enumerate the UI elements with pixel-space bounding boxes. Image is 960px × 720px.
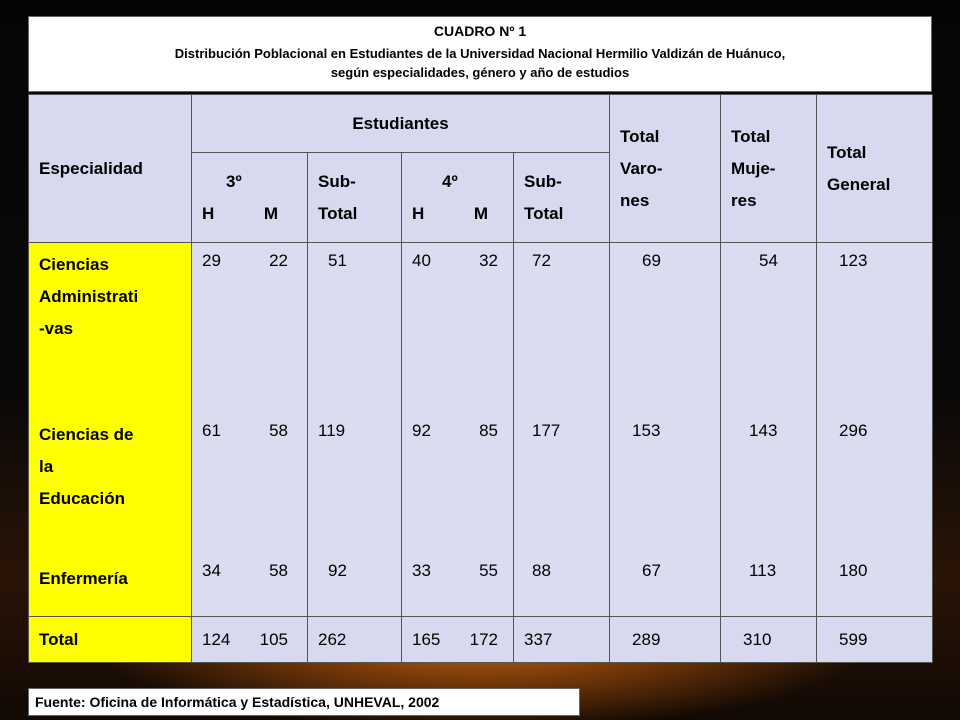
specialty-line: Ciencias de [39,425,134,444]
total-year4-hm [402,617,514,663]
title-box [28,16,932,92]
specialty-line: Administrati [39,287,139,306]
header-mujeres-line3: res [731,190,757,210]
value-m4: 32 [479,251,498,270]
value-h4: 40 [412,251,431,270]
total-m4: 172 [469,629,498,649]
header-especialidad: Especialidad [29,95,192,243]
year4-hm-values [402,243,514,617]
header-general-line1: Total [827,142,867,162]
header-total-general [817,95,933,243]
header-total-varones [610,95,721,243]
year3-label: 3º [226,171,242,191]
total-subtotal4: 337 [514,617,610,663]
h-label: H [202,203,215,223]
header-mujeres-line1: Total [731,126,771,146]
header-varones-line2: Varo- [620,158,663,178]
value-sub3: 119 [318,421,346,440]
value-h4: 33 [412,561,431,580]
value-general: 123 [839,251,868,270]
total-h4: 165 [412,629,441,649]
h-label: H [412,203,425,223]
table-row [412,555,498,587]
table-row [202,245,288,415]
year3-hm [202,198,278,230]
value-varones: 67 [642,561,661,580]
subtotal3-values [308,243,402,617]
m-label: M [473,203,488,223]
total-general-values [817,243,933,617]
total-h3: 124 [202,629,231,649]
table-number: CUADRO Nº 1 [433,23,527,39]
value-h3: 61 [202,421,221,440]
value-general: 180 [839,561,868,580]
total-m3: 105 [259,629,288,649]
header-varones-line3: nes [620,190,650,210]
year4-hm [412,198,488,230]
subtotal4-line2: Total [524,203,564,223]
value-sub4: 88 [532,561,551,580]
value-general: 296 [839,421,868,440]
value-sub4: 177 [532,421,561,440]
header-year3 [192,153,308,243]
header-estudiantes: Estudiantes [192,95,610,153]
header-total-mujeres [721,95,817,243]
caption-line-1: Distribución Poblacional en Estudiantes de la Universidad Nacional Hermilio Valdizán de Huánuco, [174,46,786,61]
value-m3: 22 [269,251,288,270]
value-mujeres: 54 [759,251,778,270]
value-sub3: 51 [328,251,347,270]
header-year4 [402,153,514,243]
m-label: M [263,203,278,223]
value-m4: 55 [479,561,498,580]
subtotal3-line1: Sub- [318,171,356,191]
specialty-ciencias-educacion [39,419,191,559]
subtotal4-values [514,243,610,617]
value-h4: 92 [412,421,431,440]
specialty-line: la [39,457,54,476]
specialty-line: Educación [39,489,125,508]
value-m4: 85 [479,421,498,440]
value-varones: 153 [632,421,661,440]
year3-hm-values [192,243,308,617]
specialty-line: -vas [39,319,74,338]
specialty-column [29,243,192,617]
specialty-ciencias-administrativas [39,249,191,419]
total-row [29,617,933,663]
source-note: Fuente: Oficina de Informática y Estadística, UNHEVAL, 2002 [28,688,580,716]
table-row [412,415,498,555]
header-varones-line1: Total [620,126,660,146]
population-table [28,94,933,663]
value-m3: 58 [269,421,288,440]
table-row [202,555,288,587]
total-mujeres: 310 [721,617,817,663]
header-general-line2: General [827,174,891,194]
specialty-line: Ciencias [39,255,109,274]
header-mujeres-line2: Muje- [731,158,776,178]
specialty-line: Enfermería [39,569,128,588]
specialty-enfermeria [39,559,191,595]
value-sub3: 92 [328,561,347,580]
total-year3-hm [192,617,308,663]
value-m3: 58 [269,561,288,580]
value-mujeres: 113 [749,561,777,580]
subtotal4-line1: Sub- [524,171,562,191]
value-mujeres: 143 [749,421,778,440]
value-h3: 34 [202,561,221,580]
total-varones: 289 [610,617,721,663]
value-h3: 29 [202,251,221,270]
total-varones-values [610,243,721,617]
value-varones: 69 [642,251,661,270]
total-subtotal3: 262 [308,617,402,663]
header-subtotal3 [308,153,402,243]
caption-line-2: según especialidades, género y año de estudios [330,65,630,80]
subtotal3-line2: Total [318,203,358,223]
table-row [412,245,498,415]
total-mujeres-values [721,243,817,617]
table-row [202,415,288,555]
total-general: 599 [817,617,933,663]
table-caption [29,44,931,82]
value-sub4: 72 [532,251,551,270]
total-label: Total [29,617,192,663]
header-subtotal4 [514,153,610,243]
year4-label: 4º [442,171,458,191]
